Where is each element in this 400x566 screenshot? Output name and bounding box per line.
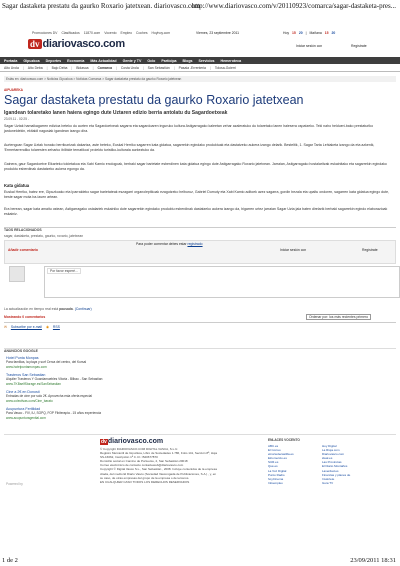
footer-logo-text: diariovasco.com: [107, 438, 164, 445]
realtime-continue-link[interactable]: (Continuar): [74, 307, 92, 311]
nav-item[interactable]: Ocio: [147, 58, 156, 63]
main-nav: [0, 57, 400, 64]
footer-divider: [4, 434, 396, 435]
ad-item[interactable]: [6, 373, 206, 386]
weather-tomorrow-min: 20: [331, 31, 336, 35]
add-comment-label: [8, 248, 38, 252]
copyright-line: Correo electrónico de contacto contacteweb@diariovasco.com: [100, 463, 184, 468]
vocento-link[interactable]: Inviértete: [322, 476, 335, 481]
rss-link[interactable]: RSS: [52, 325, 60, 329]
site-logo[interactable]: [28, 38, 125, 50]
copyright-line: Domicilio social en Camino de Portuetxe, 2, San Sebastián 20018: [100, 459, 188, 464]
nav-item[interactable]: Portada: [4, 58, 18, 63]
avatar: [9, 266, 25, 282]
comment-prompt: [136, 242, 203, 246]
article-subtitle: Igandean tolaretako lanen haiera egingo dute Uztaren edizio berria antolatu du Sagardoetxeak: [4, 110, 228, 116]
tags-divider: [4, 227, 396, 228]
weather-tomorrow-label: Mañana: [309, 31, 322, 35]
article-title: Sagar dastaketa prestatu da gaurko Roxario jatetxean: [4, 93, 304, 107]
vocento-link[interactable]: La Voz Digital: [268, 468, 287, 473]
ad-url[interactable]: www.colectivas.com/Cine_barato: [6, 398, 53, 403]
copyright-line: © Copyright DIARIOVASCO.COM DIGITAL VASCA, S.L.U.: [100, 447, 179, 451]
vocento-link[interactable]: Elcomercio.es: [268, 456, 287, 461]
comment-prompt-text: Para poder comentar debes estar: [136, 242, 187, 246]
subnav-item[interactable]: San Sebastián: [147, 66, 170, 70]
ads-heading: ANUNCIOS GOOGLE: [4, 349, 38, 353]
ad-text: Entradas de cine por solo 2€. Aprovecha esta oferta especial: [6, 394, 92, 399]
ad-item[interactable]: [6, 390, 206, 403]
subnav-item[interactable]: Alto Deba: [27, 66, 43, 70]
print-page-url: http://www.diariovasco.com/v/20110923/comarca/sagar-dastaketa-pres...: [191, 2, 396, 10]
nav-item[interactable]: Gipuzkoa: [23, 58, 40, 63]
realtime-state: pausada: [59, 307, 73, 311]
realtime-note-text: La actualización en tiempo real está: [4, 307, 59, 311]
ad-url[interactable]: www.TKBselfStorage.es/SanSebastian: [6, 381, 61, 386]
powered-by: Powered by: [6, 482, 23, 486]
comment-textarea-frame: [44, 266, 400, 298]
comments-count-text: Mostrando 0 comentarios: [4, 315, 46, 319]
ads-divider: [4, 348, 396, 349]
nav-item[interactable]: Economía: [67, 58, 85, 63]
vocento-link[interactable]: Punto Radio: [268, 472, 285, 477]
ad-title[interactable]: Cine a 2€ en Donosti: [6, 390, 40, 394]
top-link[interactable]: Empleo: [120, 31, 133, 35]
add-comment-text: Añadir comentario: [8, 248, 38, 252]
vocento-link[interactable]: ideal.es: [322, 456, 333, 461]
vocento-link[interactable]: SUR.es: [268, 460, 279, 465]
top-link[interactable]: Clasificados: [61, 31, 80, 35]
footer-logo[interactable]: [100, 438, 163, 445]
vocento-link[interactable]: El Correo: [268, 448, 281, 453]
ad-text: Alquiler Trasteros Y Guardamuebles Vitoria - Bilbao - San Sebastian: [6, 377, 103, 382]
vocento-heading: ENLACES VOCENTO: [268, 438, 300, 442]
nav-item[interactable]: Blogs: [182, 58, 193, 63]
copyright-line: citada, del medio El Diario Vasco (Sociedad Vascongada de Publicaciones, S.A.) , y, en: [100, 471, 217, 476]
subnav-item[interactable]: Comarca: [97, 66, 112, 70]
copyright-line: EN CUALQUIER CASO TODOS LOS DERECHOS RESERVADOS: [100, 479, 190, 484]
vocento-link[interactable]: Qué.es: [268, 464, 278, 469]
ad-text: Para familias, la playa y surf Cerca del centro, del Kursal: [6, 360, 87, 365]
register-link[interactable]: Regístrate: [351, 44, 367, 48]
article-paragraph: Era berean, sagar kata amaitu ostean, Astigarragako ostalariek eskainiko dute sagarrekin egindako produktu esberdinak dastatzeko aukera izango da, bigarren urtez jarraian Sagar Uzta jaia baten direlarik berbaki sagarrekin egindo elaborazioak eskainiz.: [4, 207, 388, 216]
weather-tomorrow-max: 15: [324, 31, 329, 35]
copyright-line: Copyright © Digital Vasco S.L., San Sebastián , 2008. Incluye contenidos de la empresa: [100, 467, 217, 472]
tags-list: sagar, dastaketa, prestatu, gaurko, roxario, jatetxean: [4, 234, 84, 238]
article-section: AIPUAREKA: [4, 88, 23, 92]
subnav-item[interactable]: Bajo Deba: [51, 66, 68, 70]
vocento-link[interactable]: Las Provincias: [322, 460, 342, 465]
subnav-item[interactable]: Bidasoa: [76, 66, 89, 70]
vocento-link[interactable]: Guía TV: [322, 480, 334, 485]
vocento-link[interactable]: Diariovasco.com: [322, 452, 345, 457]
ad-title[interactable]: Acupuntura Fertilidad: [6, 407, 41, 411]
vocento-link[interactable]: ABC.es: [268, 444, 279, 448]
ad-url[interactable]: www.acupunturagenital.com: [6, 415, 46, 420]
weather-today-label: Hoy: [283, 31, 290, 35]
top-link[interactable]: Hoyhoy.com: [151, 31, 171, 35]
comment-input[interactable]: Por favor esperé...: [47, 268, 81, 274]
article-paragraph: Aurtengoan Sagar Uztak honako berrikuntzak dakartza, aste beteko, Euskal Herriko sagarren kata gidatua, sagarrekin egindako produktuak eta dastatzeko aukera izango delarik. Besteltik, 1. Sagar Tarta Lehiaketa izango da eta azkenik, 'Ermertarrendiko tolaresten zeharko ibilbide tematikoa' proiektu turistiko-kulturala aurkeztuko da.: [4, 143, 375, 152]
vocento-col2: [322, 444, 382, 485]
copyright-line: SS-16662, Inscripción 1ª C.I.F.: B20677870: [100, 455, 158, 460]
ad-url[interactable]: www.hotelpuntamonpas.com: [6, 364, 47, 369]
vocento-link[interactable]: La Rioja.com: [322, 448, 340, 453]
ad-text: Para Vasco - FIV, IU, SOPQ, FOP Fibiterapia - 15 años experiencia: [6, 411, 102, 416]
comments-divider: [4, 322, 396, 323]
nav-item[interactable]: Gente y TV: [122, 58, 142, 63]
article-paragraph: Euskal Herriko, batez ere, Gipuzkoako eta Iparraldeko sagar barietateak eszagarri organoleptikoak ezagutzeko helburuz, Gabriel Dumuty eta Xabi Kamio aditoek azez sagarra, gordin bezala eta upaltu ondoren, sagarren kata gidatua egingo dute, beste sagar mota ba-tzuen artean.: [4, 190, 390, 199]
comment-register[interactable]: Regístrate: [362, 248, 378, 252]
print-page-title: Sagar dastaketa prestatu da gaurko Roxario jatetxean. diariovasco.com: [2, 2, 201, 10]
print-page-count: 1 de 2: [2, 557, 18, 564]
article-dateline: 23.09.11 - 02:25 -: [4, 117, 29, 121]
vocento-link[interactable]: El Diario Montañés: [322, 464, 348, 469]
nav-item[interactable]: Hemeroteca: [220, 58, 242, 63]
logo-badge: dv: [30, 39, 40, 49]
comment-register-link[interactable]: registrado: [187, 242, 203, 246]
vocento-link[interactable]: Finanzas y planes de: [322, 472, 351, 477]
realtime-note: La actualización en tiempo real está pausada. (Continuar): [4, 307, 92, 311]
comment-feeds: [4, 325, 60, 329]
vocento-link[interactable]: Infoempleo: [268, 480, 283, 485]
top-link[interactable]: Vocento: [104, 31, 117, 35]
footer-logo-badge: dv: [101, 439, 107, 445]
article-paragraph: Gainera, gaur Sagardoetxe Elkarteko tokietakoa eta Xabi Kamio enologoak, berbaki sagar barietate esberdinen kata gidatua egingo dute Astigarragako Roxario jatetxean. Jarraian, Astigarragako hostalaritzak eskainitako eta sagarrekin egindako produktu esberdinak dastatzeko aukera egongo da.: [4, 162, 387, 171]
nav-item[interactable]: Deportes: [45, 58, 62, 63]
ad-item[interactable]: [6, 356, 206, 369]
sub-nav: Alto Urola | Alto Deba | Bajo Deba | Bidasoa | Comarca | Costa Urola | San Sebastián | Pasaia -Errenteria | Tolosa-Goierri: [0, 65, 400, 72]
logo-text: diariovasco.com: [42, 38, 125, 50]
vocento-col1: [268, 444, 318, 485]
subnav-item[interactable]: Pasaia -Errenteria: [178, 66, 206, 70]
subnav-item[interactable]: Tolosa-Goierri: [214, 66, 236, 70]
comment-order-select[interactable]: Ordenar por: los más recientes primero: [306, 314, 371, 320]
comment-login[interactable]: Iniciar sesión con: [280, 248, 307, 252]
copyright-block: [100, 447, 250, 484]
login-link[interactable]: Iniciar sesión con: [296, 44, 323, 48]
ad-item[interactable]: [6, 407, 206, 420]
vocento-link[interactable]: hoyCinema: [268, 476, 284, 481]
subnav-item[interactable]: Alto Urola: [4, 66, 19, 70]
top-links: [32, 31, 170, 35]
weather-today-max: 15: [292, 31, 296, 35]
vocento-link[interactable]: elnortedecastilla.es: [268, 452, 294, 457]
copyright-line: su caso, de otras empresas del grupo de la empresa o de terceros.: [100, 475, 190, 480]
weather-widget: Hoy 15 20 | Mañana 15 20: [283, 31, 336, 35]
subnav-item[interactable]: Costa Urola: [120, 66, 139, 70]
print-timestamp: 23/09/2011 18:31: [350, 557, 396, 564]
date-line: Viernes, 23 septiembre 2011: [196, 31, 240, 35]
rss-icon: ◉: [45, 325, 49, 329]
comments-count: [4, 315, 45, 319]
breadcrumb: Estás en: diariovasco.com > Noticias Gipuzkoa > Noticias Comarca > Sagar dastaketa prestatu da gaurko Roxario jatetxean: [4, 76, 396, 82]
top-link[interactable]: Promociones DV: [32, 31, 58, 35]
nav-item[interactable]: Participa: [161, 58, 177, 63]
copyright-line: Registro Mercantil de Gipuzkoa, Libro de Sociedades 1.786, Folio 141, Sección 8ª, Hoja: [100, 451, 218, 456]
ad-title[interactable]: Hotel Punta Monpas: [6, 356, 39, 360]
tags-heading: TAGS RELACIONADOS: [4, 228, 42, 232]
nav-item[interactable]: Servicios: [198, 58, 215, 63]
vocento-link[interactable]: Laverdad.es: [322, 468, 339, 473]
article-subhead: Kata gidatua: [4, 183, 30, 188]
email-icon: ✉: [4, 325, 7, 329]
article-paragraph: Sagar Uztak hamaikagarren edizioa beteko du aurten eta Sagardoetxeak sagarra eta sagardoaren inguruko kultura Astigarragako kaleetan zehar azaleratuko du tolaretako lanen haiesera ospatzeko. Teki naho heldueri-bako prestaturiko jarduneldekin, ekitaldi nagusiak igandean izango dira.: [4, 124, 374, 133]
subscribe-email-link[interactable]: Subscribe por e-mail: [10, 325, 42, 329]
vocento-link[interactable]: Hoy Digital: [322, 444, 337, 448]
weather-today-min: 20: [298, 31, 303, 35]
nav-item[interactable]: Más Actualidad: [90, 58, 117, 63]
top-link[interactable]: 11870.com: [83, 31, 101, 35]
top-link[interactable]: Coches: [136, 31, 148, 35]
ad-title[interactable]: Trasteros San Sebastian: [6, 373, 46, 377]
